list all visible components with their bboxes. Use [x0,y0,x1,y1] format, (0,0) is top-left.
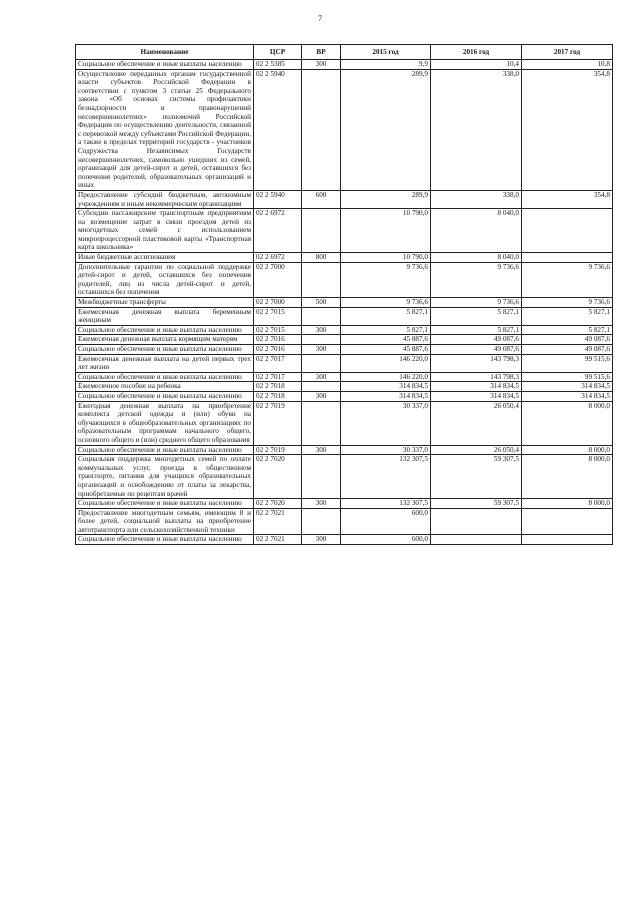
row-name-cell: Ежемесячная денежная выплата на детей первых трех лет жизни [76,354,254,372]
row-2015-cell: 314 834,5 [341,382,431,392]
table-row [76,60,613,70]
row-csr-cell: 02 2 7000 [254,262,302,297]
table-row [76,401,613,445]
header-name: Наименование [76,45,254,60]
table-row [76,262,613,297]
row-name-cell: Социальное обеспечение и иные выплаты населению [76,391,254,401]
row-2016-cell: 338,0 [431,69,522,190]
row-vr-cell: 300 [302,325,341,335]
page-number: 7 [318,14,322,23]
row-vr-cell: 300 [302,445,341,455]
row-2017-cell: 49 087,6 [522,345,613,355]
table-row [76,354,613,372]
row-csr-cell: 02 2 7019 [254,445,302,455]
row-vr-cell: 500 [302,298,341,308]
row-vr-cell: 300 [302,535,341,545]
row-vr-cell: 600 [302,190,341,208]
table-row [76,499,613,509]
row-name-cell: Предоставление субсидий бюджетным, автономным учреждениям и иным некоммерческим организациям [76,190,254,208]
row-2017-cell: 49 087,6 [522,335,613,345]
row-2017-cell [522,253,613,263]
row-name-cell: Социальная поддержка многодетных семей по оплате коммунальных услуг, проезда в общественном транспорте, питания для учащихся образовательных организаций и освобождению от платы за лекарства, приобретаемые по рецептам врачей [76,455,254,499]
table-row [76,69,613,190]
row-vr-cell: 800 [302,253,341,263]
row-csr-cell: 02 2 7017 [254,354,302,372]
row-name-cell: Социальное обеспечение и иные выплаты населению [76,535,254,545]
header-2016: 2016 год [431,45,522,60]
row-2016-cell: 26 050,4 [431,401,522,445]
row-name-cell: Ежемесячная денежная выплата кормящим матерям [76,335,254,345]
row-csr-cell: 02 2 7016 [254,335,302,345]
row-name-cell: Иные бюджетные ассигнования [76,253,254,263]
table-row [76,253,613,263]
row-2017-cell [522,508,613,535]
row-name-cell: Ежегодная денежная выплата на приобретение комплекта детской одежды и (или) обуви на обучающихся в общеобразовательных организациях по образовательным программам начального общего, основного общего и (или) среднего общего образования [76,401,254,445]
row-name-cell: Социальное обеспечение и иные выплаты населению [76,345,254,355]
table-row [76,391,613,401]
row-2016-cell [431,535,522,545]
row-2016-cell: 9 736,6 [431,298,522,308]
table-row [76,190,613,208]
row-2015-cell: 5 827,1 [341,307,431,325]
row-name-cell: Социальное обеспечение и иные выплаты населению [76,372,254,382]
row-2015-cell: 146 220,0 [341,354,431,372]
row-2017-cell: 99 515,6 [522,372,613,382]
row-2016-cell: 5 827,1 [431,307,522,325]
row-2017-cell: 5 827,1 [522,307,613,325]
row-csr-cell: 02 2 7021 [254,508,302,535]
row-csr-cell: 02 2 7000 [254,298,302,308]
row-2017-cell: 9 736,6 [522,262,613,297]
row-vr-cell: 300 [302,60,341,70]
row-vr-cell [302,209,341,253]
row-2015-cell: 10 790,0 [341,209,431,253]
row-2015-cell: 600,0 [341,508,431,535]
row-2015-cell: 132 307,5 [341,499,431,509]
row-2015-cell: 314 834,5 [341,391,431,401]
row-vr-cell [302,382,341,392]
table-row [76,298,613,308]
row-csr-cell: 02 2 7018 [254,391,302,401]
row-csr-cell: 02 2 5385 [254,60,302,70]
table-row [76,372,613,382]
row-2015-cell: 5 827,1 [341,325,431,335]
row-2015-cell: 30 337,0 [341,401,431,445]
row-2016-cell: 59 307,5 [431,455,522,499]
row-csr-cell: 02 2 7020 [254,455,302,499]
table-row [76,209,613,253]
row-name-cell: Социальное обеспечение и иные выплаты населению [76,60,254,70]
row-csr-cell: 02 2 5940 [254,69,302,190]
row-2017-cell: 99 515,6 [522,354,613,372]
row-2016-cell: 49 087,6 [431,335,522,345]
row-2016-cell: 5 827,1 [431,325,522,335]
row-2017-cell: 8 000,0 [522,499,613,509]
row-csr-cell: 02 2 6972 [254,253,302,263]
row-2017-cell: 8 000,0 [522,401,613,445]
row-vr-cell: 300 [302,391,341,401]
row-2016-cell: 143 798,3 [431,372,522,382]
row-2017-cell: 8 000,0 [522,445,613,455]
row-2016-cell: 314 834,5 [431,382,522,392]
row-2016-cell: 314 834,5 [431,391,522,401]
row-2015-cell: 45 887,6 [341,335,431,345]
row-name-cell: Социальное обеспечение и иные выплаты населению [76,499,254,509]
row-csr-cell: 02 2 7019 [254,401,302,445]
row-2015-cell: 600,0 [341,535,431,545]
row-2015-cell: 289,9 [341,69,431,190]
row-2016-cell: 8 040,0 [431,253,522,263]
row-csr-cell: 02 2 7020 [254,499,302,509]
row-name-cell: Ежемесячная денежная выплата беременным женщинам [76,307,254,325]
row-vr-cell [302,354,341,372]
row-name-cell: Осуществление переданных органам государственной власти субъектов Российской Федерации в соответствии с пунктом 3 статьи 25 Федерального закона «Об основах системы профилактики безнадзорности и правонарушений несовершеннолетних» полномочий Российской Федерации по осуществлению деятельности, связанной с перевозкой между субъектами Российской Федерации, а также в пределах территорий государств - участников Содружества Независимых Государств несовершеннолетних, самовольно ушедших из семей, организаций для детей-сирот и детей, оставшихся без попечения родителей, образовательных организаций и иных [76,69,254,190]
table-row [76,535,613,545]
row-2017-cell: 354,8 [522,69,613,190]
table-row [76,325,613,335]
row-vr-cell [302,307,341,325]
row-2017-cell: 354,8 [522,190,613,208]
row-2016-cell: 26 050,4 [431,445,522,455]
table-row [76,345,613,355]
row-2016-cell: 338,0 [431,190,522,208]
row-csr-cell: 02 2 5940 [254,190,302,208]
row-2015-cell: 9,9 [341,60,431,70]
row-name-cell: Ежемесячное пособие на ребенка [76,382,254,392]
row-2017-cell: 9 736,6 [522,298,613,308]
header-2017: 2017 год [522,45,613,60]
header-vr: ВР [302,45,341,60]
row-2017-cell: 5 827,1 [522,325,613,335]
row-csr-cell: 02 2 6972 [254,209,302,253]
table-row [76,335,613,345]
row-vr-cell [302,262,341,297]
row-vr-cell: 300 [302,345,341,355]
row-2017-cell: 8 000,0 [522,455,613,499]
row-2017-cell: 314 834,5 [522,382,613,392]
row-2015-cell: 45 887,6 [341,345,431,355]
row-vr-cell: 300 [302,499,341,509]
row-2017-cell [522,209,613,253]
row-name-cell: Межбюджетные трансферты [76,298,254,308]
row-vr-cell [302,335,341,345]
row-2015-cell: 10 790,0 [341,253,431,263]
row-2015-cell: 132 307,5 [341,455,431,499]
row-vr-cell [302,455,341,499]
header-csr: ЦСР [254,45,302,60]
row-2016-cell: 10,4 [431,60,522,70]
row-vr-cell: 300 [302,372,341,382]
row-vr-cell [302,508,341,535]
row-2016-cell: 9 736,6 [431,262,522,297]
row-2015-cell: 9 736,6 [341,262,431,297]
row-csr-cell: 02 2 7016 [254,345,302,355]
row-name-cell: Социальное обеспечение и иные выплаты населению [76,445,254,455]
table-row [76,508,613,535]
table-header-row [76,45,613,60]
row-2015-cell: 289,9 [341,190,431,208]
row-2017-cell [522,535,613,545]
row-2015-cell: 30 337,0 [341,445,431,455]
row-2016-cell: 59 307,5 [431,499,522,509]
table-row [76,382,613,392]
row-csr-cell: 02 2 7021 [254,535,302,545]
table-row [76,445,613,455]
table-row [76,307,613,325]
row-csr-cell: 02 2 7015 [254,307,302,325]
row-2015-cell: 9 736,6 [341,298,431,308]
budget-table [75,44,613,545]
row-2015-cell: 146 220,0 [341,372,431,382]
row-vr-cell [302,69,341,190]
row-2017-cell: 10,8 [522,60,613,70]
row-2016-cell: 49 087,6 [431,345,522,355]
row-csr-cell: 02 2 7015 [254,325,302,335]
row-vr-cell [302,401,341,445]
row-2016-cell [431,508,522,535]
row-2016-cell: 143 798,3 [431,354,522,372]
row-name-cell: Предоставление многодетным семьям, имеющим 8 и более детей, социальной выплаты на приобретение автотранспорта или сельскохозяйственной техники [76,508,254,535]
row-2016-cell: 8 040,0 [431,209,522,253]
row-csr-cell: 02 2 7017 [254,372,302,382]
row-name-cell: Дополнительные гарантии по социальной поддержке детей-сирот и детей, оставшихся без попечения родителей, лиц из числа детей-сирот и детей, оставшихся без попечения [76,262,254,297]
table-row [76,455,613,499]
header-2015: 2015 год [341,45,431,60]
row-csr-cell: 02 2 7018 [254,382,302,392]
row-2017-cell: 314 834,5 [522,391,613,401]
row-name-cell: Социальное обеспечение и иные выплаты населению [76,325,254,335]
row-name-cell: Субсидии пассажирским транспортным предприятиям на возмещение затрат в связи проездом детей из многодетных семей с использованием микропроцессорной пластиковой карты «Транспортная карта школьника» [76,209,254,253]
